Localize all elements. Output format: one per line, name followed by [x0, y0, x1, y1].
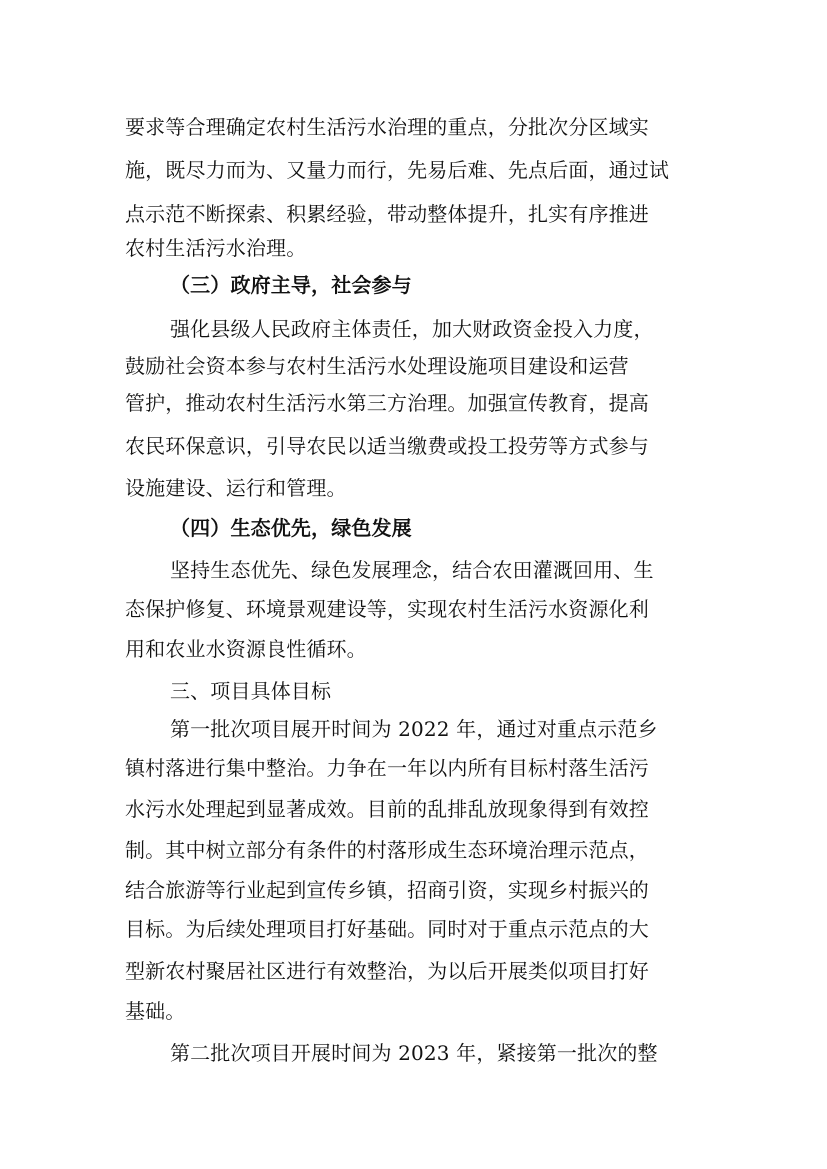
text-line: 目标。为后续处理项目打好基础。同时对于重点示范点的大: [125, 917, 649, 941]
text-line: 管护，推动农村生活污水第三方治理。加强宣传教育，提高: [125, 391, 649, 415]
text-line: 水污水处理起到显著成效。目前的乱排乱放现象得到有效控: [125, 797, 649, 821]
text-line: 农村生活污水治理。: [125, 236, 307, 260]
text-line: 第一批次项目展开时间为 2022 年，通过对重点示范乡: [170, 717, 658, 741]
text-line: 农民环保意识，引导农民以适当缴费或投工投劳等方式参与: [125, 434, 649, 458]
text-line: 鼓励社会资本参与农村生活污水处理设施项目建设和运营: [125, 354, 629, 378]
text-line: 要求等合理确定农村生活污水治理的重点，分批次分区域实: [125, 115, 649, 139]
text-line: 制。其中树立部分有条件的村落形成生态环境治理示范点，: [125, 838, 649, 862]
text-line: 强化县级人民政府主体责任，加大财政资金投入力度，: [170, 317, 654, 341]
text-line: 基础。: [125, 999, 186, 1023]
text-line: 点示范不断探索、积累经验，带动整体提升，扎实有序推进: [125, 202, 649, 226]
text-line: 坚持生态优先、绿色发展理念，结合农田灌溉回用、生: [170, 558, 654, 582]
text-line: 型新农村聚居社区进行有效整治，为以后开展类似项目打好: [125, 959, 649, 983]
text-line: 态保护修复、环境景观建设等，实现农村生活污水资源化利: [125, 597, 649, 621]
text-line: 第二批次项目开展时间为 2023 年，紧接第一批次的整: [170, 1041, 658, 1065]
text-line: 设施建设、运行和管理。: [125, 476, 347, 500]
section-heading-4: （四）生态优先，绿色发展: [170, 516, 412, 540]
section-heading-3: （三）政府主导，社会参与: [170, 273, 412, 297]
text-line: 施，既尽力而为、又量力而行，先易后难、先点后面，通过试: [125, 158, 670, 182]
text-line: 结合旅游等行业起到宣传乡镇，招商引资，实现乡村振兴的: [125, 878, 649, 902]
text-line: 镇村落进行集中整治。力争在一年以内所有目标村落生活污: [125, 756, 649, 780]
text-line: 用和农业水资源良性循环。: [125, 637, 367, 661]
section-title: 三、项目具体目标: [170, 679, 332, 703]
